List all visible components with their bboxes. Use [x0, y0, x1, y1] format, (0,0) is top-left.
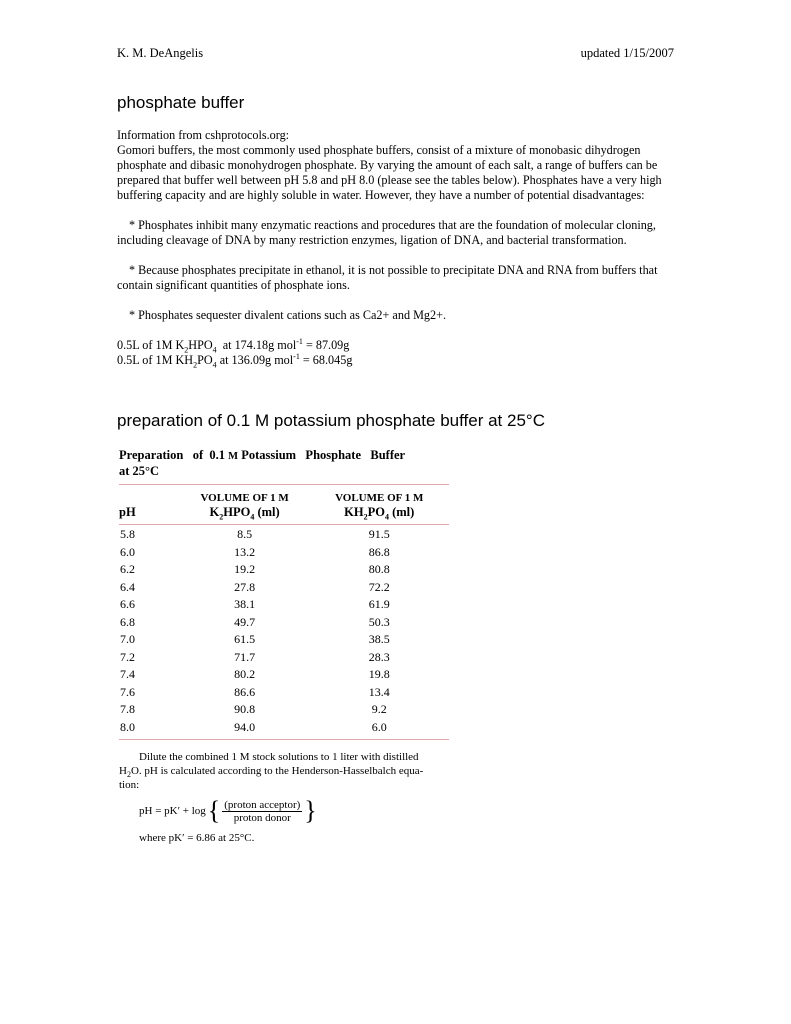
cell-k2hpo4: 80.2 [234, 667, 256, 681]
table-row [119, 526, 449, 544]
column-header-ph: pH [119, 505, 136, 519]
cell-ph: 7.8 [120, 702, 135, 716]
table-row [119, 544, 449, 562]
cell-kh2po4: 86.8 [368, 544, 390, 559]
cell-ph: 5.8 [120, 527, 135, 541]
formula-fraction [222, 799, 302, 824]
cell-kh2po4: 50.3 [368, 614, 390, 629]
cell-ph: 6.8 [120, 614, 135, 629]
source-line: Information from cshprotocols.org: [117, 128, 290, 142]
cell-k2hpo4: 8.5 [237, 527, 253, 541]
table-row [119, 666, 449, 684]
table-row [119, 561, 449, 579]
intro-paragraph: Gomori buffers, the most commonly used phosphate buffers, consist of a mixture of monobasic dihydrogen phosphate and dibasic monohydrogen phosphate. By varying the amount of each salt, a range of buffers can be prepared that buffer well between pH 5.8 and pH 8.0 (please see the tables below). Phosphates have a very high buffering capacity and are highly soluble in water. However, they have a number of potential disadvantages: [117, 143, 662, 202]
table-row [119, 684, 449, 702]
cell-ph: 6.6 [120, 597, 135, 611]
bullet-divalent-cations: * Phosphates sequester divalent cations such as Ca2+ and Mg2+. [129, 308, 447, 322]
pk-note: where pK′ = 6.86 at 25°C. [139, 832, 255, 844]
buffer-table [119, 485, 449, 736]
table-header-row [119, 485, 449, 522]
cell-kh2po4: 13.4 [368, 684, 390, 699]
cell-kh2po4: 28.3 [368, 649, 390, 664]
cell-kh2po4: 38.5 [368, 632, 390, 646]
cell-kh2po4: 61.9 [368, 597, 390, 611]
cell-ph: 6.2 [120, 562, 135, 576]
cell-kh2po4: 19.8 [368, 667, 390, 681]
cell-ph: 6.0 [120, 544, 135, 559]
table-row [119, 596, 449, 614]
cell-k2hpo4: 94.0 [234, 719, 256, 734]
cell-k2hpo4: 90.8 [234, 702, 256, 716]
formula-numerator: (proton acceptor) [224, 798, 301, 811]
figure-note: Dilute the combined 1 M stock solutions to 1 liter with distilled $H_2O$. pH is calculated according to the Henderson-Hasselbalch equa- tion: [119, 751, 424, 791]
cell-k2hpo4: 61.5 [234, 632, 256, 646]
cell-kh2po4: 72.2 [368, 579, 390, 594]
left-brace: { [207, 796, 221, 825]
cell-ph: 7.2 [120, 649, 135, 664]
right-brace: } [304, 796, 317, 825]
cell-kh2po4: 91.5 [368, 527, 390, 541]
cell-ph: 6.4 [120, 579, 135, 594]
figure-title: Preparation of 0.1 M Potassium Phosphate Buffer at 25°C [119, 448, 406, 478]
cell-kh2po4: 9.2 [371, 702, 387, 716]
cell-k2hpo4: 71.7 [234, 649, 256, 664]
cell-k2hpo4: 38.1 [234, 597, 256, 611]
table-row [119, 649, 449, 667]
henderson-hasselbalch-formula [139, 798, 454, 824]
table-row [119, 719, 449, 737]
body-text-block [117, 128, 677, 368]
table-bottom-rule [119, 739, 449, 740]
cell-k2hpo4: 86.6 [234, 684, 256, 699]
header-updated-date: updated 1/15/2007 [580, 46, 674, 60]
cell-k2hpo4: 19.2 [234, 562, 256, 576]
column-header-kh2po4: VOLUME OF 1 M $KH_2PO_4$ (ml) [335, 492, 424, 522]
cell-k2hpo4: 27.8 [234, 579, 256, 594]
cell-ph: 8.0 [120, 719, 135, 734]
calculation-k2hpo4: 0.5L of 1M $K_2HPO_4$ at 174.18g mol$^{-1}$ = 87.09g [117, 336, 350, 355]
table-row [119, 614, 449, 632]
buffer-table-figure [119, 448, 454, 844]
cell-k2hpo4: 49.7 [234, 614, 256, 629]
bullet-enzymatic-inhibition: * Phosphates inhibit many enzymatic reactions and procedures that are the foundation of molecular cloning, including cleavage of DNA by many restriction enzymes, ligation of DNA, and bacterial transformation. [117, 218, 656, 247]
table-row [119, 631, 449, 649]
column-header-k2hpo4: VOLUME OF 1 M $K_2HPO_4$ (ml) [200, 492, 289, 522]
header-author: K. M. DeAngelis [117, 46, 204, 60]
cell-kh2po4: 6.0 [371, 719, 387, 734]
formula-denominator: proton donor [233, 811, 291, 824]
formula-lhs: pH = pK′ + log [139, 805, 206, 817]
table-row [119, 701, 449, 719]
cell-ph: 7.6 [120, 684, 135, 699]
calculation-kh2po4: 0.5L of 1M $KH_2PO_4$ at 136.09g mol$^{-1}$ = 68.045g [117, 351, 353, 370]
cell-ph: 7.4 [120, 667, 135, 681]
section-title-phosphate-buffer: phosphate buffer [117, 93, 245, 112]
cell-ph: 7.0 [120, 632, 135, 646]
section-title-preparation: preparation of 0.1 M potassium phosphate buffer at 25°C [117, 411, 545, 430]
table-row [119, 579, 449, 597]
table-body [119, 526, 449, 736]
cell-kh2po4: 80.8 [368, 562, 390, 576]
cell-k2hpo4: 13.2 [234, 544, 256, 559]
bullet-ethanol-precipitation: * Because phosphates precipitate in ethanol, it is not possible to precipitate DNA and RNA from buffers that contain significant quantities of phosphate ions. [117, 263, 658, 292]
